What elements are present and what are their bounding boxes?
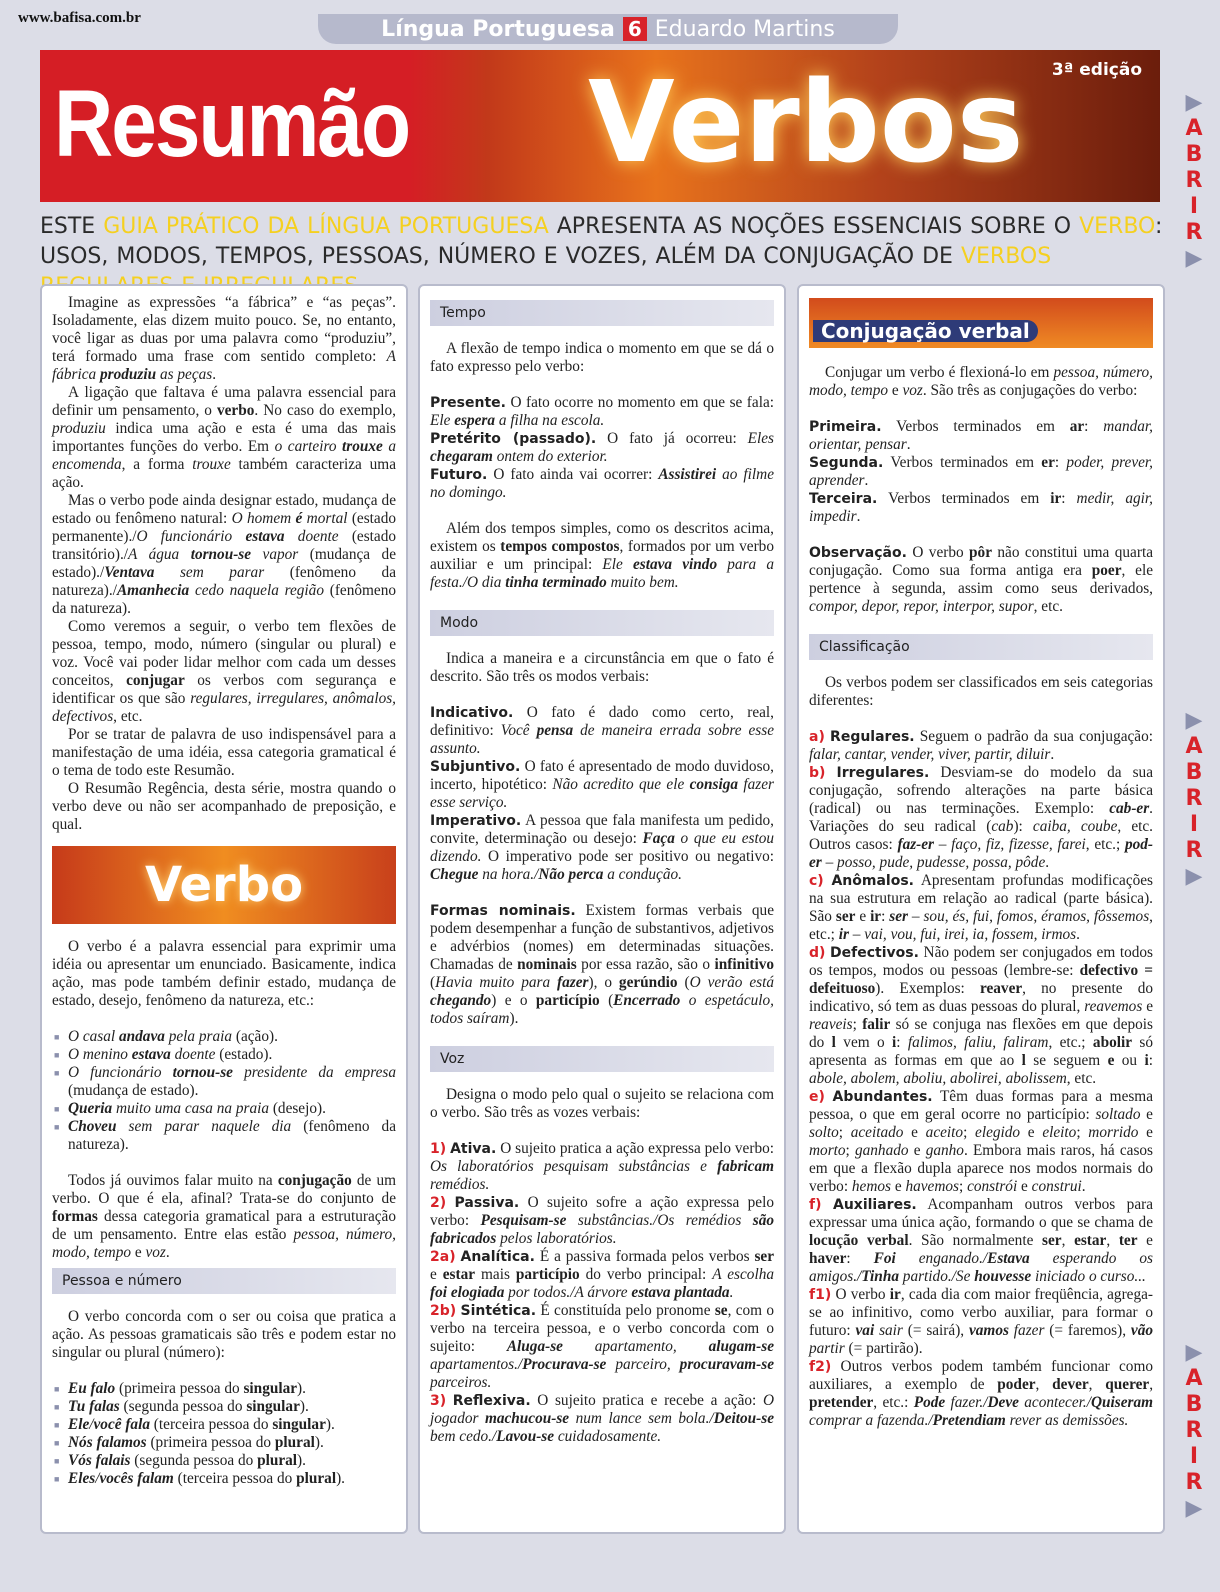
paragraph: f2) Outros verbos podem também funcionar como auxiliares, a exemplo de poder, dever, querer, pretender, etc.: Pode fazer./Deve acontecer./Quiseram comprar a fazenda./Pretendiam rever as demissões.: [809, 1358, 1154, 1429]
paragraph: f) Auxiliares. Acompanham outros verbos para expressar uma única ação, formando o que se chama de locução verbal. São normalmente ser, estar, ter e haver: Foi enganado./Estava esperando os amigos./Tinha partido./Se houvesse iniciado o curso...: [809, 1196, 1154, 1285]
section-heading-modo: Modo: [430, 610, 774, 636]
paragraph: d) Defectivos. Não podem ser conjugados em todos os tempos, modos ou pessoas (lembre-se: defectivo = defeituoso). Exemplos: reaver, no presente do indicativo, só tem as duas pessoas do plural, reavemos e reaveis; falir só se conjuga nas flexões em que depois do l vem o i: falimos, faliu, faliram, etc.; abolir só apresenta as formas em que ao l se seguem e ou i: abole, abolem, aboliu, abolirei, abolissem, etc.: [809, 944, 1154, 1087]
paragraph: O verbo é a palavra essencial para exprimir uma idéia ou apresentar um enunciado. Basicamente, indica ação, mas pode também definir estado, mudança de estado, desejo, fenômeno da natureza, etc.:: [52, 938, 396, 1009]
arrow-right-icon: ▶: [1185, 246, 1203, 271]
title-banner: [40, 50, 1160, 202]
paragraph: Subjuntivo. O fato é apresentado de modo duvidoso, incerto, hipotético: Não acredito que ele consiga fazer esse serviço.: [430, 758, 774, 811]
paragraph: e) Abundantes. Têm duas formas para a mesma pessoa, o que em geral ocorre no particípio: soltado e solto; aceitado e aceito; elegido e eleito; morrido e morto; ganhado e ganho. Embora mais raros, há casos em que a flexão dupla aparece nos modos normais do verbo: hemos e havemos; constrói e construi.: [809, 1088, 1153, 1195]
section-heading-tempo: Tempo: [430, 300, 774, 326]
paragraph: Mas o verbo pode ainda designar estado, mudança de estado ou fenômeno natural: O homem é mortal (estado permanente)./O funcionário estava doente (estado transitório)./A água tornou-se vapor (mudança de estado)./Ventava sem parar (fenômeno da natureza)./Amanhecia cedo naquela região (fenômeno da natureza).: [52, 492, 396, 617]
list-item: ■ Eu falo (primeira pessoa do singular).: [64, 1380, 396, 1398]
open-tab-top[interactable]: ▶ A B R I R ▶: [1172, 90, 1216, 272]
list-item: ■ Choveu sem parar naquele dia (fenômeno da natureza).: [64, 1118, 396, 1154]
paragraph: Imperativo. A pessoa que fala manifesta um pedido, convite, determinação ou desejo: Faça o que eu estou dizendo. O imperativo pode ser positivo ou negativo: Chegue na hora./Não perca a condução.: [430, 812, 774, 883]
series-number: 6: [623, 17, 647, 41]
paragraph: Terceira. Verbos terminados em ir: medir, agir, impedir.: [809, 490, 1153, 525]
paragraph: Observação. O verbo pôr não constitui uma quarta conjugação. Como sua forma antiga era poer, ele pertence à segunda, assim como seus derivados, compor, depor, repor, interpor, supor, etc.: [809, 544, 1153, 615]
list-item: ■ Tu falas (segunda pessoa do singular).: [64, 1398, 396, 1416]
paragraph: Além dos tempos simples, como os descritos acima, existem os tempos compostos, formados por um verbo auxiliar e um principal: Ele estava vindo para a festa./O dia tinha terminado muito bem.: [430, 520, 774, 591]
paragraph: A flexão de tempo indica o momento em que se dá o fato expresso pelo verbo:: [430, 340, 774, 375]
section-heading-conjugacao: Conjugação verbal: [809, 298, 1153, 348]
paragraph: Por se tratar de palavra de uso indispensável para a manifestação de uma idéia, essa categoria gramatical é o tema de todo este Resumão.: [52, 726, 396, 779]
paragraph: Presente. O fato ocorre no momento em que se fala: Ele espera a filha na escola.: [430, 394, 774, 429]
column-right: [797, 284, 1165, 1534]
paragraph: a) Regulares. Seguem o padrão da sua conjugação: falar, cantar, vender, viver, partir, diluir.: [809, 728, 1153, 763]
brand-logo: Resumão: [54, 72, 410, 177]
section-heading-voz: Voz: [430, 1046, 774, 1072]
column-left: [40, 284, 408, 1534]
paragraph: 3) Reflexiva. O sujeito pratica e recebe a ação: O jogador machucou-se num lance sem bola./Deitou-se bem cedo./Lavou-se cuidadosamente.: [430, 1392, 774, 1445]
paragraph: O verbo concorda com o ser ou coisa que pratica a ação. As pessoas gramaticais são três e podem estar no singular ou plural (número):: [52, 1308, 396, 1361]
open-tab-middle[interactable]: ▶ A B R I R ▶: [1172, 708, 1216, 890]
column-middle: [418, 284, 786, 1534]
paragraph: f1) O verbo ir, cada dia com maior freqüência, agrega-se ao infinitivo, como verbo auxiliar, para formar o futuro: vai sair (= sairá), vamos fazer (= faremos), vão partir (= partirão).: [809, 1286, 1153, 1357]
paragraph: Primeira. Verbos terminados em ar: mandar, orientar, pensar.: [809, 418, 1153, 453]
paragraph: Formas nominais. Existem formas verbais que podem desempenhar a função de substantivos, adjetivos e advérbios (nomes) em determinadas situações. Chamadas de nominais por essa razão, são o infinitivo (Havia muito para fazer), o gerúndio (O verão está chegando) e o particípio (Encerrado o espetáculo, todos saíram).: [430, 902, 774, 1027]
list-item: ■ O menino estava doente (estado).: [64, 1046, 396, 1064]
paragraph: Como veremos a seguir, o verbo tem flexões de pessoa, tempo, modo, número (singular ou plural) e voz. Você vai poder lidar melhor com cada um desses conceitos, conjugar os verbos com segurança e identificar os que são regulares, irregulares, anômalos, defectivos, etc.: [52, 618, 396, 725]
arrow-right-icon: ▶: [1185, 1340, 1203, 1365]
paragraph: Todos já ouvimos falar muito na conjugação de um verbo. O que é ela, afinal? Trata-se do conjunto de formas dessa categoria gramatical para a estruturação de um pensamento. Entre elas estão pessoa, número, modo, tempo e voz.: [52, 1172, 397, 1261]
paragraph: 1) Ativa. O sujeito pratica a ação expressa pelo verbo: Os laboratórios pesquisam substâncias e fabricam remédios.: [430, 1140, 774, 1193]
paragraph: O Resumão Regência, desta série, mostra quando o verbo deve ou não ser acompanhado de preposição, e qual.: [52, 780, 396, 833]
paragraph: Indicativo. O fato é dado como certo, real, definitivo: Você pensa de maneira errada sobre esse assunto.: [430, 704, 774, 757]
paragraph: Futuro. O fato ainda vai ocorrer: Assistirei ao filme no domingo.: [430, 466, 774, 501]
paragraph: Indica a maneira e a circunstância em que o fato é descrito. São três os modos verbais:: [430, 650, 774, 685]
list-item: ■ O casal andava pela praia (ação).: [64, 1028, 396, 1046]
list-item: ■ Nós falamos (primeira pessoa do plural).: [64, 1434, 396, 1452]
list-item: ■ Vós falais (segunda pessoa do plural).: [64, 1452, 396, 1470]
paragraph: 2b) Sintética. É constituída pelo pronome se, com o verbo na terceira pessoa, e o verbo concorda com o sujeito: Aluga-se apartamento, alugam-se apartamentos./Procurava-se parceiro, procuravam-se parceiros.: [430, 1302, 774, 1391]
arrow-right-icon: ▶: [1185, 90, 1203, 115]
paragraph: A ligação que faltava é uma palavra essencial para definir um pensamento, o verbo. No caso do exemplo, produziu indica uma ação e esta é uma das mais importantes funções do verbo. Em o carteiro trouxe a encomenda, a forma trouxe também caracteriza uma ação.: [52, 384, 396, 491]
list-item: ■ Eles/vocês falam (terceira pessoa do plural).: [64, 1470, 396, 1488]
paragraph: Pretérito (passado). O fato já ocorreu: Eles chegaram ontem do exterior.: [430, 430, 775, 465]
list-item: ■ Queria muito uma casa na praia (desejo).: [64, 1100, 396, 1118]
edition-label: 3ª edição: [1051, 60, 1142, 80]
list-item: ■ O funcionário tornou-se presidente da empresa (mudança de estado).: [64, 1064, 396, 1100]
paragraph: Designa o modo pelo qual o sujeito se relaciona com o verbo. São três as vozes verbais:: [430, 1086, 774, 1121]
author-name: Eduardo Martins: [654, 16, 835, 42]
arrow-right-icon: ▶: [1185, 708, 1203, 733]
site-url[interactable]: www.bafisa.com.br: [18, 10, 141, 26]
section-heading-classificacao: Classificação: [809, 634, 1153, 660]
intro-statement: ESTE GUIA PRÁTICO DA LÍNGUA PORTUGUESA APRESENTA AS NOÇÕES ESSENCIAIS SOBRE O VERBO: USOS, MODOS, TEMPOS, PESSOAS, NÚMERO E VOZES, ALÉM DA CONJUGAÇÃO DE VERBOS: [40, 214, 1163, 269]
persons-list: [52, 1380, 396, 1488]
examples-list: [52, 1028, 396, 1154]
series-title: Língua Portuguesa: [381, 16, 615, 42]
paragraph: Os verbos podem ser classificados em seis categorias diferentes:: [809, 674, 1153, 709]
paragraph: 2a) Analítica. É a passiva formada pelos verbos ser e estar mais particípio do verbo principal: A escolha foi elogiada por todos./A árvore estava plantada.: [430, 1248, 774, 1301]
series-bar: [318, 14, 898, 44]
paragraph: Imagine as expressões “a fábrica” e “as peças”. Isoladamente, elas dizem muito pouco. Se, no entanto, você ligar as duas por uma palavra como “produziu”, terá formado uma frase com sentido completo: A fábrica produziu as peças.: [52, 294, 396, 383]
open-tab-bottom[interactable]: ▶ A B R I R ▶: [1172, 1340, 1216, 1522]
paragraph: c) Anômalos. Apresentam profundas modificações na sua estrutura em relação ao radical (parte básica). São ser e ir: ser – sou, és, fui, fomos, éramos, fôssemos, etc.; ir – vai, vou, fui, irei, ia, fossem, irmos.: [809, 872, 1153, 943]
page-title: Verbos: [588, 58, 1024, 188]
list-item: ■ Ele/você fala (terceira pessoa do singular).: [64, 1416, 396, 1434]
arrow-right-icon: ▶: [1185, 1496, 1203, 1521]
paragraph: Segunda. Verbos terminados em er: poder, prever, aprender.: [809, 454, 1153, 489]
paragraph: Conjugar um verbo é flexioná-lo em pessoa, número, modo, tempo e voz. São três as conjugações do verbo:: [809, 364, 1154, 399]
arrow-right-icon: ▶: [1185, 864, 1203, 889]
section-heading-verbo: Verbo: [52, 846, 396, 924]
paragraph: b) Irregulares. Desviam-se do modelo da sua conjugação, sofrendo alterações na parte básica (radical) ou nas terminações. Exemplo: cab-er. Variações do seu radical (cab): caiba, coube, etc. Outros casos: faz-er – faço, fiz, fizesse, farei, etc.; pod-er – posso, pude, pudesse, possa, pôde.: [809, 764, 1153, 871]
section-heading-pessoa: Pessoa e número: [52, 1268, 396, 1294]
paragraph: 2) Passiva. O sujeito sofre a ação expressa pelo verbo: Pesquisam-se substâncias./Os remédios são fabricados pelos laboratórios.: [430, 1194, 774, 1247]
